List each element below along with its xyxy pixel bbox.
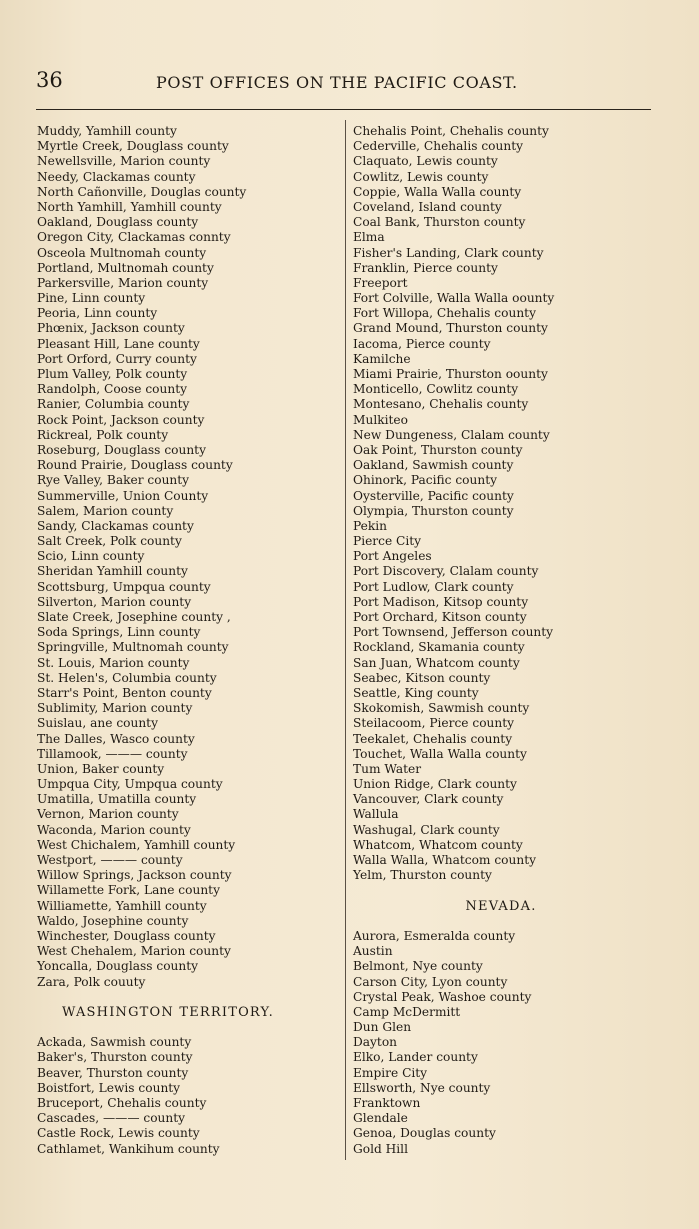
post-office-entry: Willow Springs, Jackson county xyxy=(37,868,232,883)
post-office-entry: Claquato, Lewis county xyxy=(353,154,498,169)
right-column xyxy=(353,124,649,1157)
post-office-entry: Coveland, Island county xyxy=(353,199,502,214)
nevada-heading: NEVADA. xyxy=(465,898,537,914)
post-office-entry: Scio, Linn county xyxy=(37,549,145,564)
post-office-entry: Parkersville, Marion county xyxy=(37,275,209,290)
post-office-entry: West Chichalem, Yamhill county xyxy=(37,837,236,852)
post-office-entry: Zara, Polk couuty xyxy=(37,974,146,989)
post-office-entry: Pierce City xyxy=(353,534,422,549)
post-office-entry: Muddy, Yamhill county xyxy=(37,124,177,138)
post-office-entry: Sublimity, Marion county xyxy=(37,701,193,716)
post-office-entry: Crystal Peak, Washoe county xyxy=(353,989,532,1004)
post-office-entry: Coal Bank, Thurston county xyxy=(353,215,526,230)
post-office-entry: Franktown xyxy=(353,1096,421,1110)
post-office-entry: Port Townsend, Jefferson county xyxy=(353,625,554,640)
post-office-entry: Fisher's Landing, Clark county xyxy=(353,245,544,260)
post-office-entry: Osceola Multnomah county xyxy=(37,245,207,260)
post-office-entry: Iacoma, Pierce county xyxy=(353,336,491,351)
post-office-entry: Castle Rock, Lewis county xyxy=(37,1126,200,1141)
post-office-entry: Rock Point, Jackson county xyxy=(37,412,205,427)
post-office-entry: Dun Glen xyxy=(353,1020,412,1035)
post-office-entry: Freeport xyxy=(353,275,408,290)
post-office-entry: Oysterville, Pacific county xyxy=(353,488,514,503)
post-office-entry: Pleasant Hill, Lane county xyxy=(37,336,200,351)
post-office-entry: Empire City xyxy=(353,1065,428,1080)
post-office-entry: Ohinork, Pacific county xyxy=(353,473,497,488)
post-office-entry: Starr's Point, Benton county xyxy=(37,685,212,700)
washington-list xyxy=(37,1035,337,1157)
post-office-entry: Needy, Clackamas county xyxy=(37,169,196,184)
post-office-entry: North Yamhill, Yamhill county xyxy=(37,199,222,214)
post-office-entry: Rockland, Skamania county xyxy=(353,640,525,655)
post-office-entry: The Dalles, Wasco county xyxy=(37,731,195,746)
post-office-entry: Washugal, Clark county xyxy=(353,822,500,837)
post-office-entry: San Juan, Whatcom county xyxy=(353,655,520,670)
post-office-entry: Baker's, Thurston county xyxy=(37,1050,193,1065)
post-office-entry: Oakland, Douglass county xyxy=(37,215,199,230)
post-office-entry: Springville, Multnomah county xyxy=(37,640,229,655)
post-office-entry: Fort Willopa, Chehalis county xyxy=(353,306,536,321)
post-office-entry: West Chehalem, Marion county xyxy=(37,944,231,959)
post-office-entry: Salem, Marion county xyxy=(37,503,174,518)
post-office-entry: Boistfort, Lewis county xyxy=(37,1080,181,1095)
post-office-entry: St. Louis, Marion county xyxy=(37,655,190,670)
post-office-entry: Gold Hill xyxy=(353,1141,408,1156)
post-office-entry: Umatilla, Umatilla county xyxy=(37,792,197,807)
post-office-entry: Grand Mound, Thurston county xyxy=(353,321,548,336)
post-office-entry: Portland, Multnomah county xyxy=(37,260,214,275)
post-office-entry: Union, Baker county xyxy=(37,761,165,776)
post-office-entry: Tum Water xyxy=(353,761,422,776)
post-office-entry: St. Helen's, Columbia county xyxy=(37,670,217,685)
post-office-entry: Suislau, ane county xyxy=(37,716,158,731)
section-gap xyxy=(37,990,337,1005)
post-office-entry: Elma xyxy=(353,230,385,245)
post-office-entry: Elko, Lander county xyxy=(353,1050,478,1065)
post-office-entry: North Cañonville, Douglas county xyxy=(37,184,247,199)
post-office-entry: Steilacoom, Pierce county xyxy=(353,716,515,731)
post-office-entry: Cascades, ——— county xyxy=(37,1111,186,1126)
post-office-entry: Coppie, Walla Walla county xyxy=(353,184,522,199)
post-office-entry: Myrtle Creek, Douglass county xyxy=(37,139,229,154)
post-office-entry: Teekalet, Chehalis county xyxy=(353,731,513,746)
post-office-entry: Randolph, Coose county xyxy=(37,382,187,397)
post-office-entry: Cowlitz, Lewis county xyxy=(353,169,489,184)
post-office-entry: Sandy, Clackamas county xyxy=(37,518,194,533)
post-office-entry: Dayton xyxy=(353,1035,398,1050)
page-number: 36 xyxy=(36,68,63,92)
post-office-entry: Genoa, Douglas county xyxy=(353,1126,496,1141)
post-office-entry: Seattle, King county xyxy=(353,685,479,700)
post-office-entry: Chehalis Point, Chehalis county xyxy=(353,124,549,138)
post-office-entry: Willamette Fork, Lane county xyxy=(37,883,220,898)
post-office-entry: Ranier, Columbia county xyxy=(37,397,190,412)
post-office-entry: Pine, Linn county xyxy=(37,291,146,306)
post-office-entry: Waldo, Josephine county xyxy=(37,913,189,928)
post-office-entry: Franklin, Pierce county xyxy=(353,260,498,275)
post-office-entry: Whatcom, Whatcom county xyxy=(353,837,523,852)
post-office-entry: Port Ludlow, Clark county xyxy=(353,579,514,594)
post-office-entry: Touchet, Walla Walla county xyxy=(353,746,527,761)
post-office-entry: Beaver, Thurston county xyxy=(37,1065,189,1080)
post-office-entry: Oakland, Sawmish county xyxy=(353,458,514,473)
post-office-entry: Oregon City, Clackamas connty xyxy=(37,230,231,245)
washington-list-continued xyxy=(353,124,649,883)
post-office-entry: Silverton, Marion county xyxy=(37,594,192,609)
post-office-entry: New Dungeness, Clalam county xyxy=(353,427,550,442)
post-office-entry: Vernon, Marion county xyxy=(37,807,179,822)
nevada-list xyxy=(353,929,649,1157)
post-office-entry: Mulkiteo xyxy=(353,412,408,427)
post-office-entry: Tillamook, ——— county xyxy=(37,746,188,761)
post-office-entry: Yoncalla, Douglass county xyxy=(37,959,199,974)
post-office-entry: Port Madison, Kitsop county xyxy=(353,594,529,609)
post-office-entry: Phœnix, Jackson county xyxy=(37,321,185,336)
post-office-entry: Oak Point, Thurston county xyxy=(353,442,523,457)
post-office-entry: Salt Creek, Polk county xyxy=(37,534,182,549)
post-office-entry: Cederville, Chehalis county xyxy=(353,139,523,154)
post-office-entry: Skokomish, Sawmish county xyxy=(353,701,530,716)
page-header xyxy=(36,68,652,98)
post-office-entry: Yelm, Thurston county xyxy=(353,868,492,883)
post-office-entry: Scottsburg, Umpqua county xyxy=(37,579,211,594)
left-column xyxy=(37,124,337,1157)
running-title: POST OFFICES ON THE PACIFIC COAST. xyxy=(156,73,518,92)
washington-heading: WASHINGTON TERRITORY. xyxy=(62,1004,274,1020)
post-office-entry: Sheridan Yamhill county xyxy=(37,564,188,579)
post-office-entry: Waconda, Marion county xyxy=(37,822,191,837)
post-office-entry: Peoria, Linn county xyxy=(37,306,158,321)
post-office-entry: Pekin xyxy=(353,518,387,533)
post-office-entry: Kamilche xyxy=(353,351,411,366)
post-office-entry: Cathlamet, Wankihum county xyxy=(37,1141,220,1156)
section-gap xyxy=(353,883,649,898)
post-office-entry: Port Discovery, Clalam county xyxy=(353,564,539,579)
post-office-entry: Aurora, Esmeralda county xyxy=(353,928,516,943)
post-office-entry: Slate Creek, Josephine county , xyxy=(37,610,231,624)
post-office-entry: Austin xyxy=(353,944,393,959)
post-office-entry: Vancouver, Clark county xyxy=(353,792,504,807)
post-office-entry: Newellsville, Marion county xyxy=(37,154,211,169)
post-office-entry: Rickreal, Polk county xyxy=(37,427,169,442)
post-office-entry: Ackada, Sawmish county xyxy=(37,1035,192,1050)
post-office-entry: Miami Prairie, Thurston oounty xyxy=(353,367,548,381)
post-office-entry: Walla Walla, Whatcom county xyxy=(353,853,536,867)
post-office-entry: Union Ridge, Clark county xyxy=(353,777,517,792)
post-office-entry: Plum Valley, Polk county xyxy=(37,367,188,381)
post-office-entry: Glendale xyxy=(353,1111,408,1126)
section-gap xyxy=(353,914,649,929)
post-office-entry: Bruceport, Chehalis county xyxy=(37,1096,207,1110)
post-office-entry: Port Orford, Curry county xyxy=(37,351,197,366)
post-office-entry: Carson City, Lyon county xyxy=(353,974,508,989)
post-office-entry: Wallula xyxy=(353,807,399,822)
post-office-entry: Port Angeles xyxy=(353,549,432,564)
post-office-entry: Fort Colville, Walla Walla oounty xyxy=(353,291,555,306)
post-office-entry: Monticello, Cowlitz county xyxy=(353,382,519,397)
post-office-entry: Winchester, Douglass county xyxy=(37,928,216,943)
post-office-entry: Umpqua City, Umpqua county xyxy=(37,777,223,792)
header-rule xyxy=(36,109,651,110)
post-office-entry: Round Prairie, Douglass county xyxy=(37,458,233,473)
post-office-entry: Port Orchard, Kitson county xyxy=(353,610,527,624)
section-gap xyxy=(37,1020,337,1035)
post-office-entry: Rye Valley, Baker county xyxy=(37,473,190,488)
post-office-entry: Seabec, Kitson county xyxy=(353,670,491,685)
post-office-entry: Belmont, Nye county xyxy=(353,959,483,974)
post-office-entry: Williamette, Yamhill county xyxy=(37,898,207,913)
post-office-entry: Montesano, Chehalis county xyxy=(353,397,529,412)
post-office-entry: Ellsworth, Nye county xyxy=(353,1080,491,1095)
post-office-entry: Summerville, Union County xyxy=(37,488,209,503)
post-office-entry: Olympia, Thurston county xyxy=(353,503,514,518)
post-office-entry: Westport, ——— county xyxy=(37,853,183,867)
post-office-entry: Camp McDermitt xyxy=(353,1004,461,1019)
post-office-entry: Soda Springs, Linn county xyxy=(37,625,201,640)
post-office-entry: Roseburg, Douglass county xyxy=(37,442,206,457)
oregon-list xyxy=(37,124,337,990)
column-divider xyxy=(345,120,346,1160)
